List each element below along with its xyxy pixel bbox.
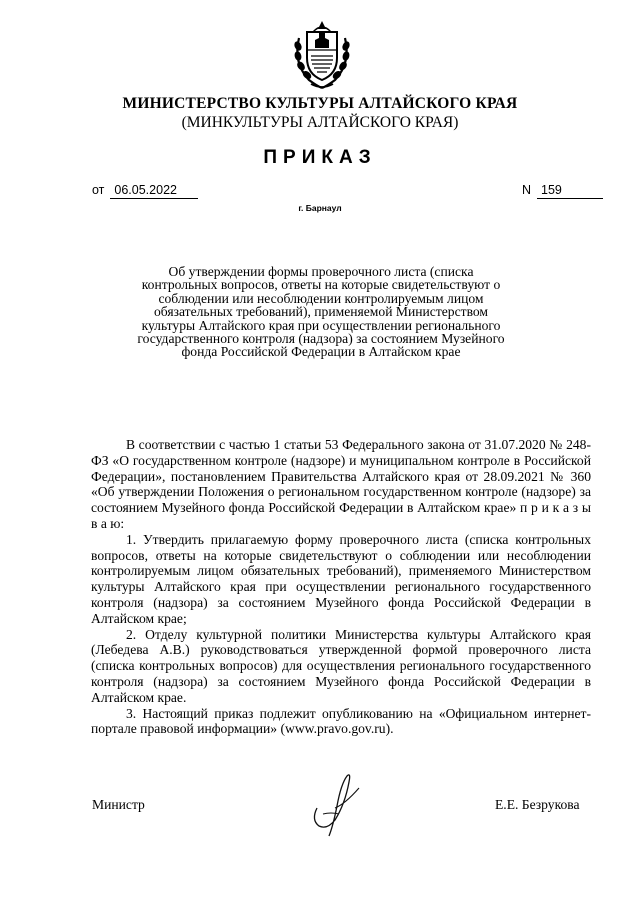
document-date	[92, 182, 198, 199]
document-body	[91, 437, 591, 737]
order-item-2: 2. Отделу культурной политики Министерства культуры Алтайского края (Лебедева А.В.) руководствоваться утвержденной формой проверочного листа (списка контрольных вопросов) для осуществления регионального государственного контроля (надзора) за состоянием Музейного фонда Российской Федерации в Алтайском крае.	[91, 626, 591, 705]
document-number	[522, 182, 603, 199]
city-label: г. Барнаул	[298, 203, 342, 213]
ministry-short-name: (МИНКУЛЬТУРЫ АЛТАЙСКОГО КРАЯ)	[181, 114, 459, 131]
signer-name: Е.Е. Безрукова	[495, 797, 580, 812]
document-subject: Об утверждении формы проверочного листа (списка контрольных вопросов, ответы на которые свидетельствуют о соблюдении или несоблюдении контролируемым лицом обязательных требований), применяемой Министерством культуры Алтайского края при осуществлении регионального государственного контроля (надзора) за состоянием Музейного фонда Российской Федерации в Алтайском крае	[137, 264, 505, 360]
order-item-3: 3. Настоящий приказ подлежит опубликованию на «Официальном интернет-портале правовой информации» (www.pravo.gov.ru).	[91, 705, 591, 737]
number-value: 159	[537, 182, 603, 199]
coat-of-arms-icon	[291, 18, 353, 90]
date-prefix: от	[92, 183, 105, 197]
signer-title: Министр	[92, 797, 145, 812]
handwritten-signature-icon	[305, 768, 367, 838]
date-value: 06.05.2022	[110, 182, 198, 199]
document-type-title: ПРИКАЗ	[263, 147, 377, 168]
preamble-paragraph: В соответствии с частью 1 статьи 53 Федерального закона от 31.07.2020 № 248-ФЗ «О государственном контроле (надзоре) и муниципальном контроле в Российской Федерации», постановлением Правительства Алтайского края от 28.09.2021 № 360 «Об утверждении Положения о региональном государственном контроле (надзоре) за состоянием Музейного фонда Российской Федерации в Алтайском крае» п р и к а з ы в а ю:	[91, 437, 591, 531]
number-prefix: N	[522, 183, 532, 197]
order-item-1: 1. Утвердить прилагаемую форму проверочного листа (списка контрольных вопросов, ответы на которые свидетельствуют о соблюдении или несоблюдении контролируемым лицом обязательных требований), применяемого Министерством культуры Алтайского края при осуществлении регионального государственного контроля (надзора) за состоянием Музейного фонда Российской Федерации в Алтайском крае;	[91, 531, 591, 626]
ministry-name: МИНИСТЕРСТВО КУЛЬТУРЫ АЛТАЙСКОГО КРАЯ	[122, 95, 518, 112]
